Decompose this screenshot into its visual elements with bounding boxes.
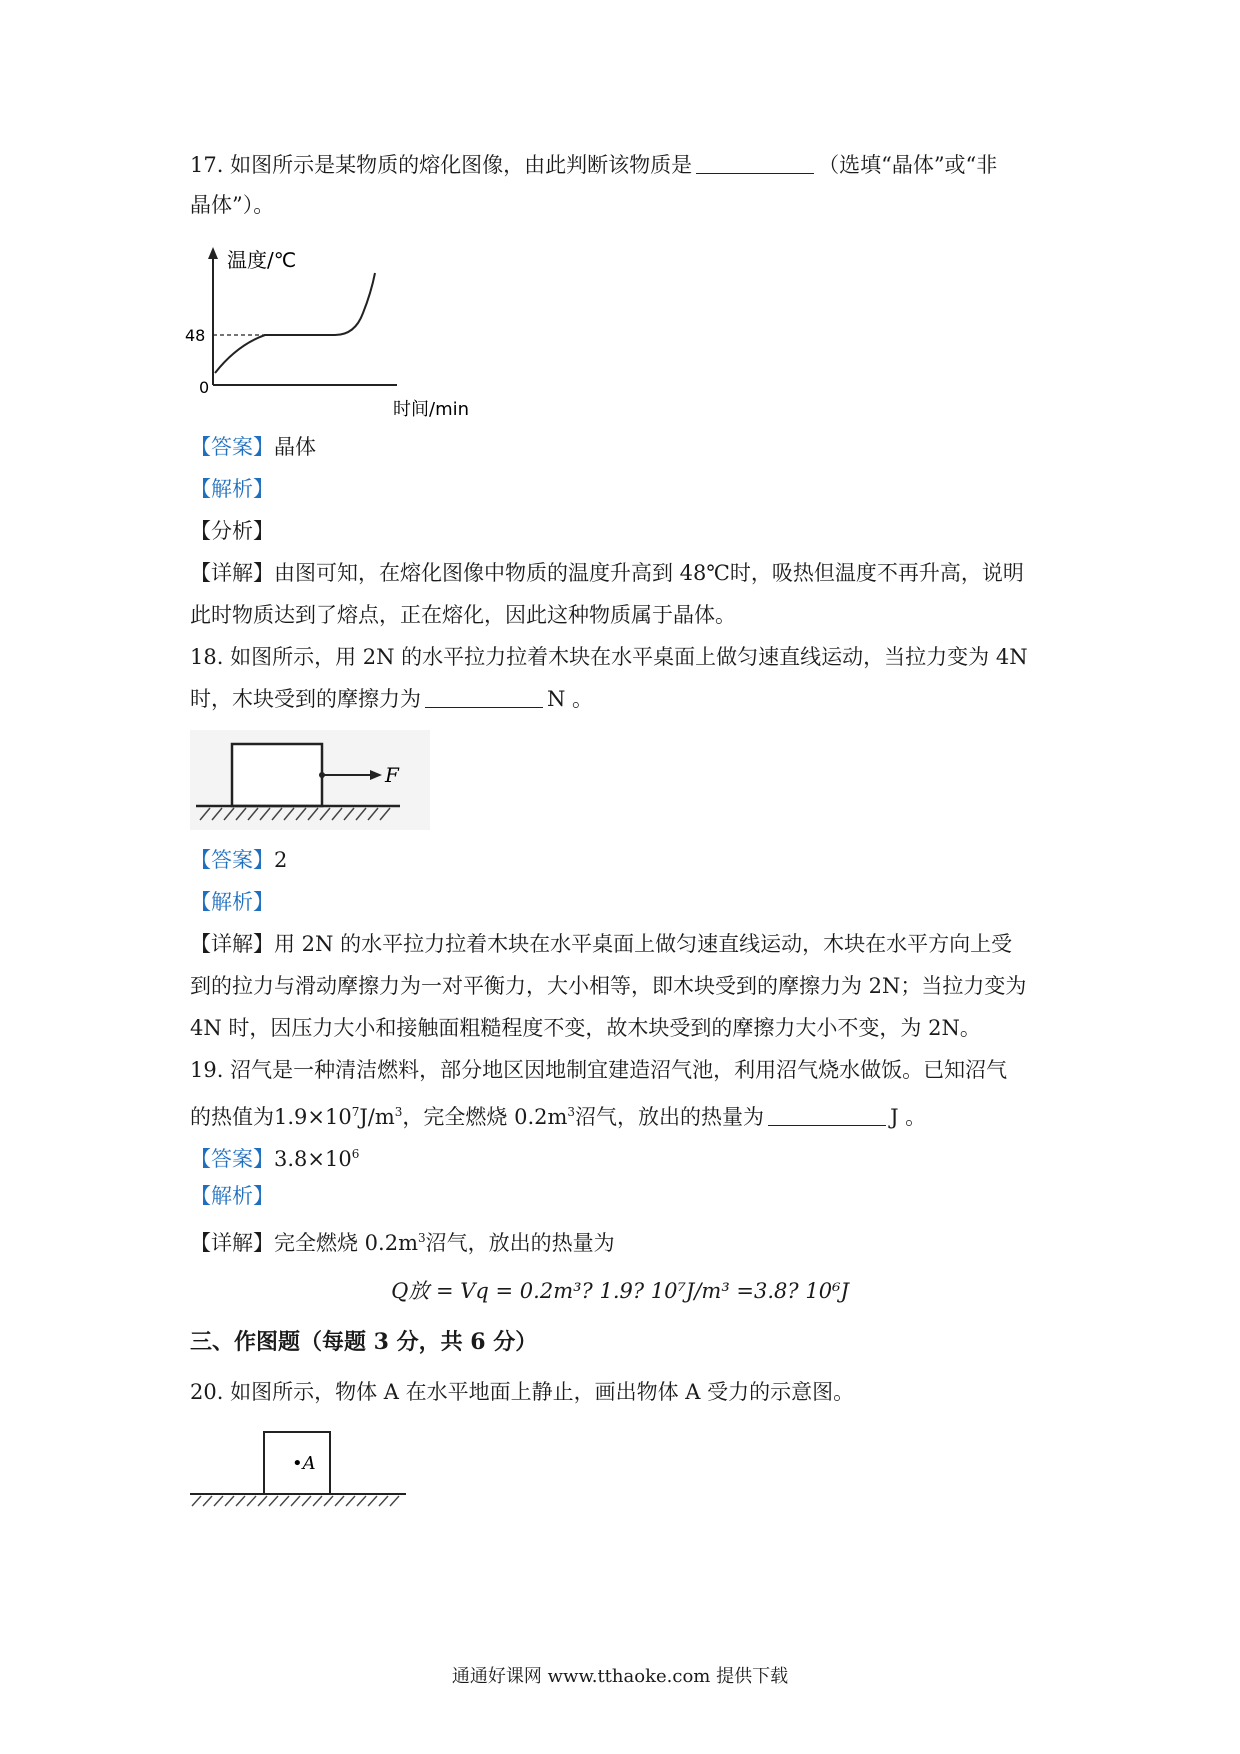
q19-sup3a: 3 bbox=[394, 1105, 403, 1119]
ground-hatching bbox=[192, 1496, 399, 1506]
q17-detail1 bbox=[190, 558, 1024, 588]
q18-line1: 18. 如图所示，用 2N 的水平拉力拉着木块在水平桌面上做匀速直线运动，当拉力变为 4N bbox=[190, 645, 1028, 669]
analysis-tag: 【解析】 bbox=[190, 890, 274, 914]
q19-exp: 7 bbox=[351, 1105, 360, 1119]
q18-detail1 bbox=[190, 929, 1012, 959]
detail-tag: 【详解】 bbox=[190, 932, 274, 956]
q17-answer bbox=[190, 432, 316, 462]
detail-sup3: 3 bbox=[418, 1231, 426, 1245]
q17-line1 bbox=[190, 150, 997, 180]
section3-heading: 三、作图题（每题 3 分，共 6 分） bbox=[190, 1329, 538, 1355]
q19-formula: Q放 = Vq = 0.2m³? 1.9? 10⁷J/m³ =3.8? 10⁶J bbox=[391, 1279, 849, 1303]
answer-tag: 【答案】 bbox=[190, 848, 274, 872]
object-a-figure bbox=[188, 1430, 413, 1510]
melting-curve bbox=[215, 273, 375, 373]
q18-text-a: 时，木块受到的摩擦力为 bbox=[190, 687, 421, 711]
q19-text-d: 沼气，放出的热量为 bbox=[575, 1105, 765, 1129]
graph-x-label: 时间/min bbox=[393, 399, 470, 420]
object-a-label: •A bbox=[292, 1453, 316, 1474]
detail-text-a: 完全燃烧 0.2m bbox=[274, 1231, 418, 1255]
answer-tag: 【答案】 bbox=[190, 435, 274, 459]
q17-text-b: （选填“晶体”或“非 bbox=[818, 153, 998, 177]
q18-detail2: 到的拉力与滑动摩擦力为一对平衡力，大小相等，即木块受到的摩擦力为 2N；当拉力变为 bbox=[190, 974, 1027, 998]
block-force-figure bbox=[190, 730, 430, 830]
detail-tag: 【详解】 bbox=[190, 561, 274, 585]
analysis-tag: 【解析】 bbox=[190, 477, 274, 501]
q17-text-a: 17. 如图所示是某物质的熔化图像，由此判断该物质是 bbox=[190, 153, 693, 177]
q19-answer bbox=[190, 1139, 359, 1174]
detail-text: 由图可知，在熔化图像中物质的温度升高到 48℃时，吸热但温度不再升高，说明 bbox=[274, 561, 1024, 585]
melting-graph bbox=[185, 245, 485, 420]
q19-text-b: J/m bbox=[359, 1105, 395, 1129]
graph-y-label: 温度/℃ bbox=[227, 248, 297, 272]
q19-answer-blank bbox=[768, 1103, 886, 1126]
q18-line2 bbox=[190, 684, 593, 714]
q17-line2: 晶体”）。 bbox=[190, 193, 275, 217]
analysis-tag: 【解析】 bbox=[190, 1184, 274, 1208]
force-application-point bbox=[319, 772, 325, 778]
answer-text: 2 bbox=[274, 848, 288, 872]
q19-text-a: 的热值为1.9×10 bbox=[190, 1105, 352, 1129]
answer-text: 晶体 bbox=[274, 435, 316, 459]
detail-text: 用 2N 的水平拉力拉着木块在水平桌面上做匀速直线运动，木块在水平方向上受 bbox=[274, 932, 1013, 956]
q19-text-e: J 。 bbox=[890, 1105, 927, 1129]
graph-y-tick-48: 48 bbox=[185, 326, 206, 345]
q20-line1: 20. 如图所示，物体 A 在水平地面上静止，画出物体 A 受力的示意图。 bbox=[190, 1380, 855, 1404]
q19-line1: 19. 沼气是一种清洁燃料，部分地区因地制宜建造沼气池，利用沼气烧水做饭。已知沼气 bbox=[190, 1058, 1008, 1082]
fenxi-tag: 【分析】 bbox=[190, 519, 274, 543]
detail-text-b: 沼气，放出的热量为 bbox=[425, 1231, 615, 1255]
q18-answer-blank bbox=[425, 685, 543, 708]
q18-answer bbox=[190, 845, 287, 875]
detail-tag: 【详解】 bbox=[190, 1231, 274, 1255]
q17-detail2: 此时物质达到了熔点，正在熔化，因此这种物质属于晶体。 bbox=[190, 603, 736, 627]
page-footer: 通通好课网 www.tthaoke.com 提供下载 bbox=[451, 1666, 789, 1687]
answer-tag: 【答案】 bbox=[190, 1147, 274, 1171]
answer-exp: 6 bbox=[351, 1147, 360, 1161]
q19-sup3b: 3 bbox=[567, 1105, 576, 1119]
wooden-block bbox=[232, 744, 322, 806]
force-label: F bbox=[385, 763, 399, 787]
q19-text-c: ，完全燃烧 0.2m bbox=[402, 1105, 568, 1129]
graph-y-arrow bbox=[208, 247, 218, 259]
q17-answer-blank bbox=[696, 151, 814, 174]
graph-y-tick-0: 0 bbox=[199, 378, 210, 397]
answer-text: 3.8×10 bbox=[274, 1147, 352, 1171]
q19-detail1 bbox=[190, 1223, 615, 1258]
q18-text-b: N 。 bbox=[547, 687, 594, 711]
q19-line2 bbox=[190, 1097, 926, 1132]
q18-detail3: 4N 时，因压力大小和接触面粗糙程度不变，故木块受到的摩擦力大小不变，为 2N。 bbox=[190, 1016, 981, 1040]
